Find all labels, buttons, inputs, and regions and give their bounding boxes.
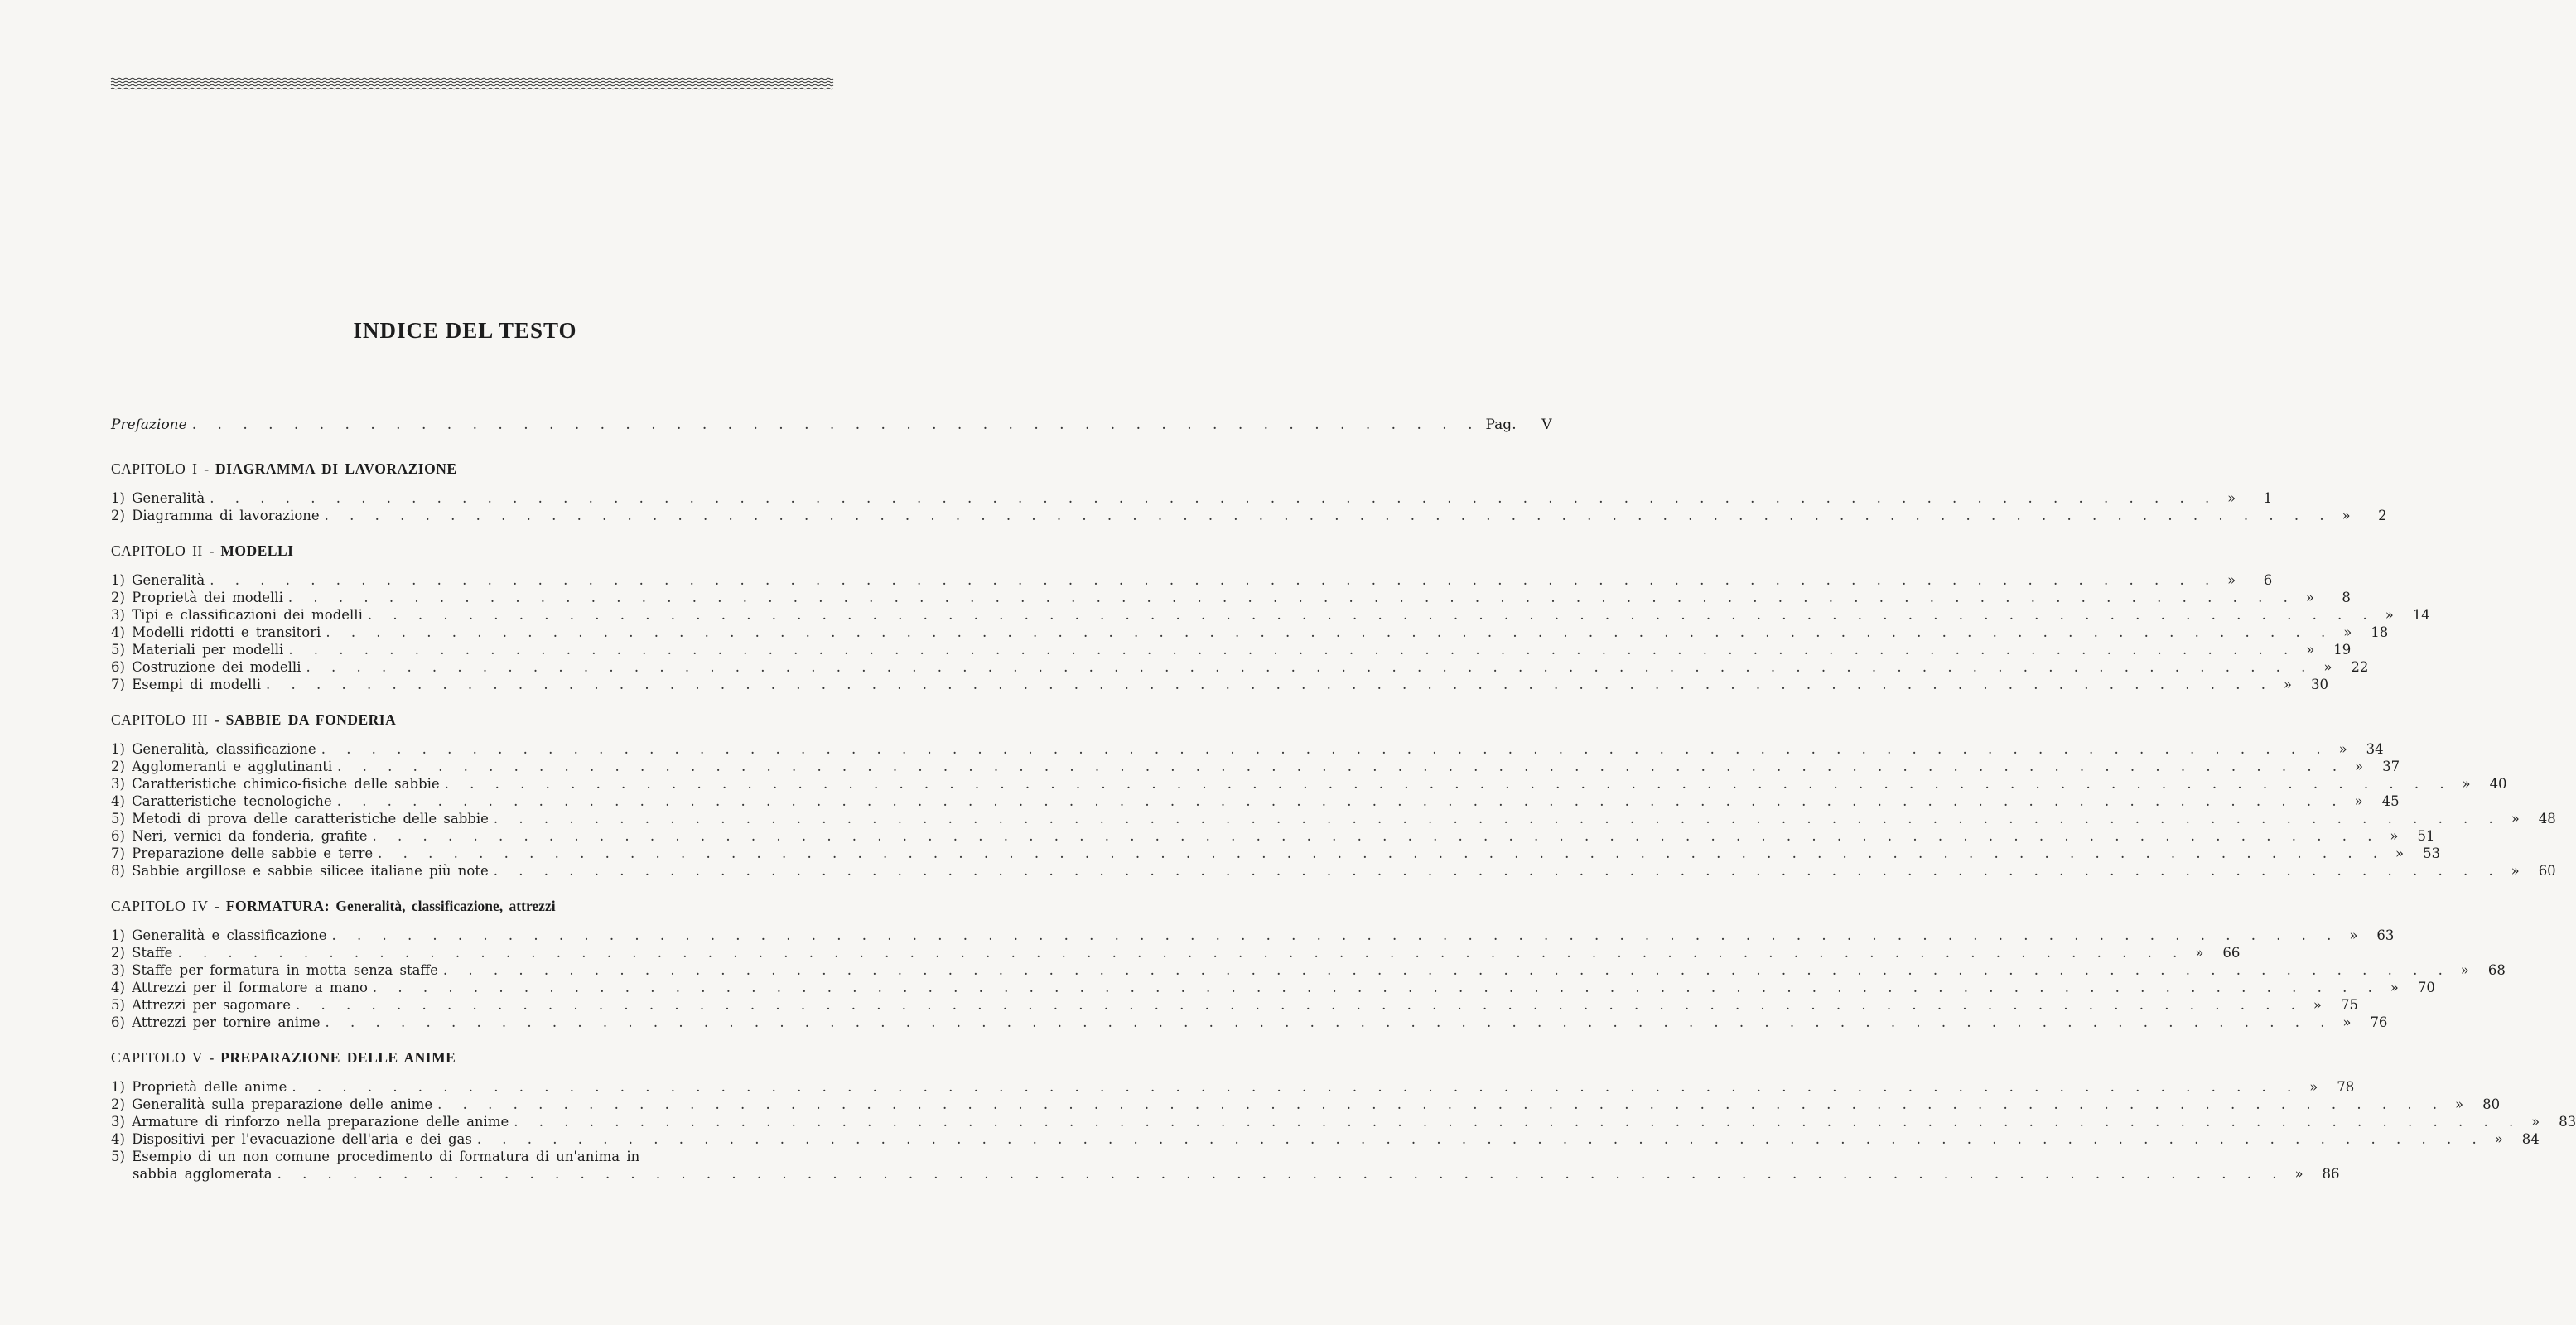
leader-dots: . . . . . . . . . . . . . . . . . . . . . . . . . . . . . . . . . . . . . . . . . . . . . . . . . . . . . . . . . . . . . . . . . . . . . . . . . . . . . . . . [378,846,2386,861]
page-number: 18 [2371,624,2389,640]
ditto-mark: » [2511,811,2520,826]
toc-entry[interactable] [111,1014,2388,1031]
chapter-subtitle: Generalità, classificazione, attrezzi [335,898,556,914]
chapter-heading[interactable] [111,540,828,561]
entry-title: 3) Caratteristiche chimico-fisiche delle sabbie [111,776,440,792]
entry-title: 2) Generalità sulla preparazione delle anime [111,1096,433,1112]
chapter-spacer [111,879,828,895]
leader-dots: . . . . . . . . . . . . . . . . . . . . . . . . . . . . . . . . . . . . . . . . . . . . . . . . . . . . . . . . . . . . . . . . . . . . . . . . . . . . . . . . [292,1079,2300,1095]
page-number: 84 [2521,1131,2540,1147]
toc-entry[interactable] [111,758,2400,775]
ditto-mark: » [2494,1131,2503,1147]
entry-title: 7) Esempi di modelli [111,677,262,692]
page-number: 86 [2322,1166,2340,1182]
leader-dots: . . . . . . . . . . . . . . . . . . . . . . . . . . . . . . . . . . . . . . . . . . . . . . . . . . . . . . . . . . . . . . . . . . . . . . . . . . . . . . . . [514,1114,2522,1130]
toc-entry[interactable] [111,641,2352,658]
leader-dots: . . . . . . . . . . . . . . . . . . . . . . . . . . . . . . . . . . . . . . . . . . . . . . . . . . . . . . . . . . . . . . . . . . . . . . . . . . . . . . . . [367,607,2376,623]
chapter-spacer [111,693,828,709]
entry-title: 2) Staffe [111,945,173,961]
entry-title: 4) Caratteristiche tecnologiche [111,793,332,809]
page-number: V [1541,417,1552,433]
toc-entry[interactable] [111,658,2369,676]
page-title: INDICE DEL TESTO [353,318,577,343]
entry-title: 1) Proprietà delle anime [111,1079,287,1095]
leader-dots: . . . . . . . . . . . . . . . . . . . . . . . . . . . . . . . . . . . . . . . . . . . . . . . . . . . . . . . . . . . . . . . . . . . . . . . . . . . . . . . . [210,490,2218,506]
page-number: 60 [2538,863,2556,879]
ditto-mark: » [2342,508,2351,523]
leader-dots: . . . . . . . . . . . . . . . . . . . . . . . . . . . . . . . . . . . . . . . . . . . . . . . . . . . . . . . . . . . . . . . . . . . . . . . . . . . . . . . . [437,1096,2446,1112]
ditto-mark: » [2455,1096,2464,1112]
leader-dots: . . . . . . . . . . . . . . . . . . . . . . . . . . . . . . . . . . . . . . . . . . . . . . . . . . . . . . . . . . . . . . . . . . . . . . . . . . . . . . . . [326,624,2334,640]
entry-title: 3) Armature di rinforzo nella preparazione delle anime [111,1114,509,1130]
entry-title: 2) Diagramma di lavorazione [111,508,320,523]
page-number: 68 [2487,962,2506,978]
entry-title: 1) Generalità, classificazione [111,741,316,757]
leader-dots: . . . . . . . . . . . . . . . . . . . . . . . . . . . . . . . . . . . . . . . . . . . . . . . . . . . . . . . . . . . . . . . . . . . . . . . . . . . . . . . . [321,741,2329,757]
toc-entry[interactable] [111,793,2400,810]
entry-title: 5) Materiali per modelli [111,642,284,658]
chapter-name: PREPARAZIONE DELLE ANIME [220,1049,456,1066]
toc-entry[interactable] [111,810,2556,827]
ditto-mark: » [2343,624,2352,640]
ditto-mark: » [2460,962,2469,978]
toc-entry[interactable] [111,775,2507,793]
leader-dots: . . . . . . . . . . . . . . . . . . . . . . . . . . . . . . . . . . . . . . . . . . . . . . . . . . . . . . . . . . . . . . . . . . . . . . . . . . . . . . . . [331,928,2340,943]
chapter-spacer [111,524,828,540]
page-number: 40 [2489,776,2507,792]
toc-entry[interactable] [111,507,2387,524]
ditto-mark: » [2227,490,2236,506]
chapter-label: CAPITOLO II - [111,542,215,559]
entry-title: 1) Generalità [111,490,205,506]
leader-dots: . . . . . . . . . . . . . . . . . . . . . . . . . . . . . . . . . . . . . . . . . . . . . . . . . . . . . . . . . . . . . . . . . . . . . . . . . . . . . . . . [287,590,2296,605]
page-number: 75 [2340,997,2358,1013]
page-number: 78 [2337,1079,2355,1095]
ditto-mark: » [2390,980,2399,995]
toc-entry[interactable] [111,1148,828,1165]
entry-title: 5) Attrezzi per sagomare [111,997,292,1013]
entry-title: 5) Metodi di prova delle caratteristiche delle sabbie [111,811,489,826]
ditto-mark: » [2306,642,2315,658]
page-number: 6 [2263,572,2273,588]
page-number: 14 [2412,607,2430,623]
page-number: 51 [2417,828,2435,844]
page-number: 48 [2538,811,2556,826]
chapter-name: FORMATURA: [225,898,330,914]
ditto-mark: » [2323,659,2332,675]
ditto-mark: » [2390,828,2399,844]
entry-title: 3) Staffe per formatura in motta senza staffe [111,962,438,978]
ditto-mark: » [2342,1014,2352,1030]
ditto-mark: » [2294,1166,2303,1182]
toc-entry[interactable] [111,1078,2355,1096]
toc-entry[interactable] [111,1113,2576,1130]
entry-title: 4) Attrezzi per il formatore a mano [111,980,368,995]
page-number: 80 [2482,1096,2501,1112]
toc-entry[interactable] [111,740,2384,758]
toc-entry[interactable] [111,571,2273,589]
entry-title: 4) Dispositivi per l'evacuazione dell'aria e dei gas [111,1131,472,1147]
chapter-heading[interactable] [111,458,828,479]
entry-title: 6) Attrezzi per tornire anime [111,1014,321,1030]
ditto-mark: » [2349,928,2358,943]
leader-dots: . . . . . . . . . . . . . . . . . . . . . . . . . . . . . . . . . . . . . . . . . . . . . . . . . . . . . . . . . . . . . . . . . . . . . . . . . . . . . . . . [288,642,2297,658]
entry-title: 1) Generalità e classificazione [111,928,327,943]
chapter-heading[interactable] [111,895,828,917]
chapter-label: CAPITOLO V - [111,1049,215,1066]
entry-title: 1) Generalità [111,572,205,588]
leader-dots: . . . . . . . . . . . . . . . . . . . . . . . . . . . . . . . . . . . . . . . . . . . . . . . . . . . . . . . . . . . . . . . . . . . . . . . . . . . . . . . . [325,1014,2333,1030]
ditto-mark: » [2355,759,2364,774]
leader-dots: . . . . . . . . . . . . . . . . . . . . . . . . . . . . . . . . . . . . . . . . . . . . . . . . . . . . . . . . . . . . . . . . . . . . . . . . . . . . . . . . [444,776,2453,792]
entry-title: 8) Sabbie argillose e sabbie silicee italiane più note [111,863,489,879]
entry-title: 7) Preparazione delle sabbie e terre [111,846,374,861]
entry-title: 4) Modelli ridotti e transitori [111,624,321,640]
ditto-mark: » [2462,776,2471,792]
leader-dots: . . . . . . . . . . . . . . . . . . . . . . . . . . . . . . . . . . . . . . . . . . . . . . . . . . . . . . . . . . . . . . . . . . . . . . . . . . . . . . . . [493,811,2501,826]
toc-entry[interactable] [111,624,2389,641]
leader-dots: . . . . . . . . . . . . . . . . . . . . . . . . . . . . . . . . . . . . . . . . . . . . . . . . . . . . . . . . . . . . . . . . . . . . . . . . . . . . . . . . [306,659,2314,675]
toc-entry[interactable] [111,1130,2540,1148]
leader-dots: . . . . . . . . . . . . . . . . . . . . . . . . . . . . . . . . . . . . . . . . . . . . . . . . . . . [191,417,1481,433]
chapter-label: CAPITOLO III - [111,711,220,728]
leader-dots: . . . . . . . . . . . . . . . . . . . . . . . . . . . . . . . . . . . . . . . . . . . . . . . . . . . . . . . . . . . . . . . . . . . . . . . . . . . . . . . . [277,1166,2285,1182]
leader-dots: . . . . . . . . . . . . . . . . . . . . . . . . . . . . . . . . . . . . . . . . . . . . . . . . . . . . . . . . . . . . . . . . . . . . . . . . . . . . . . . . [296,997,2303,1013]
ditto-mark: » [2338,741,2347,757]
entry-title: 6) Neri, vernici da fonderia, grafite [111,828,368,844]
page-number: 70 [2417,980,2435,995]
chapter-name: MODELLI [220,542,294,559]
toc-entry[interactable] [111,1096,2501,1113]
entry-title: 6) Costruzione dei modelli [111,659,301,675]
page-number: 34 [2366,741,2384,757]
ditto-mark: » [2313,997,2323,1013]
chapter-name: SABBIE DA FONDERIA [225,711,397,728]
ditto-mark: » [2195,945,2204,961]
decorative-wavy-rule [111,76,828,91]
leader-dots: . . . . . . . . . . . . . . . . . . . . . . . . . . . . . . . . . . . . . . . . . . . . . . . . . . . . . . . . . . . . . . . . . . . . . . . . . . . . . . . . [336,793,2345,809]
page-number: 45 [2381,793,2400,809]
leader-dots: . . . . . . . . . . . . . . . . . . . . . . . . . . . . . . . . . . . . . . . . . . . . . . . . . . . . . . . . . . . . . . . . . . . . . . . . . . . . . . . . [372,980,2381,995]
ditto-mark: » [2511,863,2520,879]
toc-entry[interactable] [111,489,2273,507]
ditto-mark: » [2354,793,2363,809]
ditto-mark: » [2305,590,2314,605]
toc-entry[interactable] [111,961,2506,979]
leader-dots: . . . . . . . . . . . . . . . . . . . . . . . . . . . . . . . . . . . . . . . . . . . . . . . . . . . . . . . . . . . . . . . . . . . . . . . . . . . . . . . . [210,572,2218,588]
leader-dots: . . . . . . . . . . . . . . . . . . . . . . . . . . . . . . . . . . . . . . . . . . . . . . . . . . . . . . . . . . . . . . . . . . . . . . . . . . . . . . . . [337,759,2346,774]
chapter-label: CAPITOLO IV - [111,898,220,914]
leader-dots: . . . . . . . . . . . . . . . . . . . . . . . . . . . . . . . . . . . . . . . . . . . . . . . . . . . . . . . . . . . . . . . . . . . . . . . . . . . . . . . . [442,962,2451,978]
chapter-heading[interactable] [111,1047,828,1068]
ditto-mark: » [2283,677,2292,692]
page-number: 30 [2310,677,2328,692]
page-number: 66 [2222,945,2241,961]
page-number: 19 [2333,642,2352,658]
toc-entry[interactable] [111,827,2435,845]
leader-dots: . . . . . . . . . . . . . . . . . . . . . . . . . . . . . . . . . . . . . . . . . . . . . . . . . . . . . . . . . . . . . . . . . . . . . . . . . . . . . . . . [476,1131,2485,1147]
page-number: 37 [2382,759,2400,774]
toc-entry[interactable] [111,845,2441,862]
toc-entry[interactable] [111,589,2351,606]
entry-title: Prefazione [111,417,187,433]
chapter-name: DIAGRAMMA DI LAVORAZIONE [215,460,457,477]
table-of-contents [111,417,2576,1182]
page-number: 53 [2423,846,2441,861]
leader-dots: . . . . . . . . . . . . . . . . . . . . . . . . . . . . . . . . . . . . . . . . . . . . . . . . . . . . . . . . . . . . . . . . . . . . . . . . . . . . . . . . [372,828,2381,844]
toc-entry[interactable] [111,927,2395,944]
entry-title: 2) Agglomeranti e agglutinanti [111,759,333,774]
toc-entry[interactable] [111,944,2241,961]
toc-entry[interactable] [111,862,2556,879]
ditto-mark: » [2385,607,2394,623]
chapter-heading[interactable] [111,709,828,730]
entry-title: 3) Tipi e classificazioni dei modelli [111,607,363,623]
chapter-list [111,458,2576,1182]
ditto-mark: » [2309,1079,2318,1095]
ditto-mark: » [2531,1114,2540,1130]
ditto-mark: » [2227,572,2236,588]
page-number: 83 [2559,1114,2576,1130]
leader-dots: . . . . . . . . . . . . . . . . . . . . . . . . . . . . . . . . . . . . . . . . . . . . . . . . . . . . . . . . . . . . . . . . . . . . . . . . . . . . . . . . [177,945,2186,961]
toc-entry-preface[interactable] [111,417,1552,438]
pag-label: Pag. [1485,417,1517,433]
page-number: 8 [2342,590,2351,605]
entry-title: 2) Proprietà dei modelli [111,590,283,605]
page-number: 1 [2263,490,2273,506]
leader-dots: . . . . . . . . . . . . . . . . . . . . . . . . . . . . . . . . . . . . . . . . . . . . . . . . . . . . . . . . . . . . . . . . . . . . . . . . . . . . . . . . [493,863,2501,879]
toc-entry-continuation[interactable] [111,1165,2340,1182]
toc-entry[interactable] [111,996,2358,1014]
ditto-mark: » [2395,846,2405,861]
page-number: 76 [2370,1014,2388,1030]
toc-entry[interactable] [111,676,2328,693]
chapter-label: CAPITOLO I - [111,460,210,477]
entry-title-continuation: sabbia agglomerata [133,1166,273,1182]
chapter-spacer [111,1031,828,1047]
entry-title: 5) Esempio di un non comune procedimento di formatura di un'anima in [111,1149,640,1164]
page-number: 2 [2378,508,2387,523]
page-number: 22 [2351,659,2369,675]
page-number: 63 [2376,928,2395,943]
toc-entry[interactable] [111,979,2435,996]
leader-dots: . . . . . . . . . . . . . . . . . . . . . . . . . . . . . . . . . . . . . . . . . . . . . . . . . . . . . . . . . . . . . . . . . . . . . . . . . . . . . . . . [324,508,2332,523]
leader-dots: . . . . . . . . . . . . . . . . . . . . . . . . . . . . . . . . . . . . . . . . . . . . . . . . . . . . . . . . . . . . . . . . . . . . . . . . . . . . . . . . [266,677,2274,692]
toc-entry[interactable] [111,606,2430,624]
